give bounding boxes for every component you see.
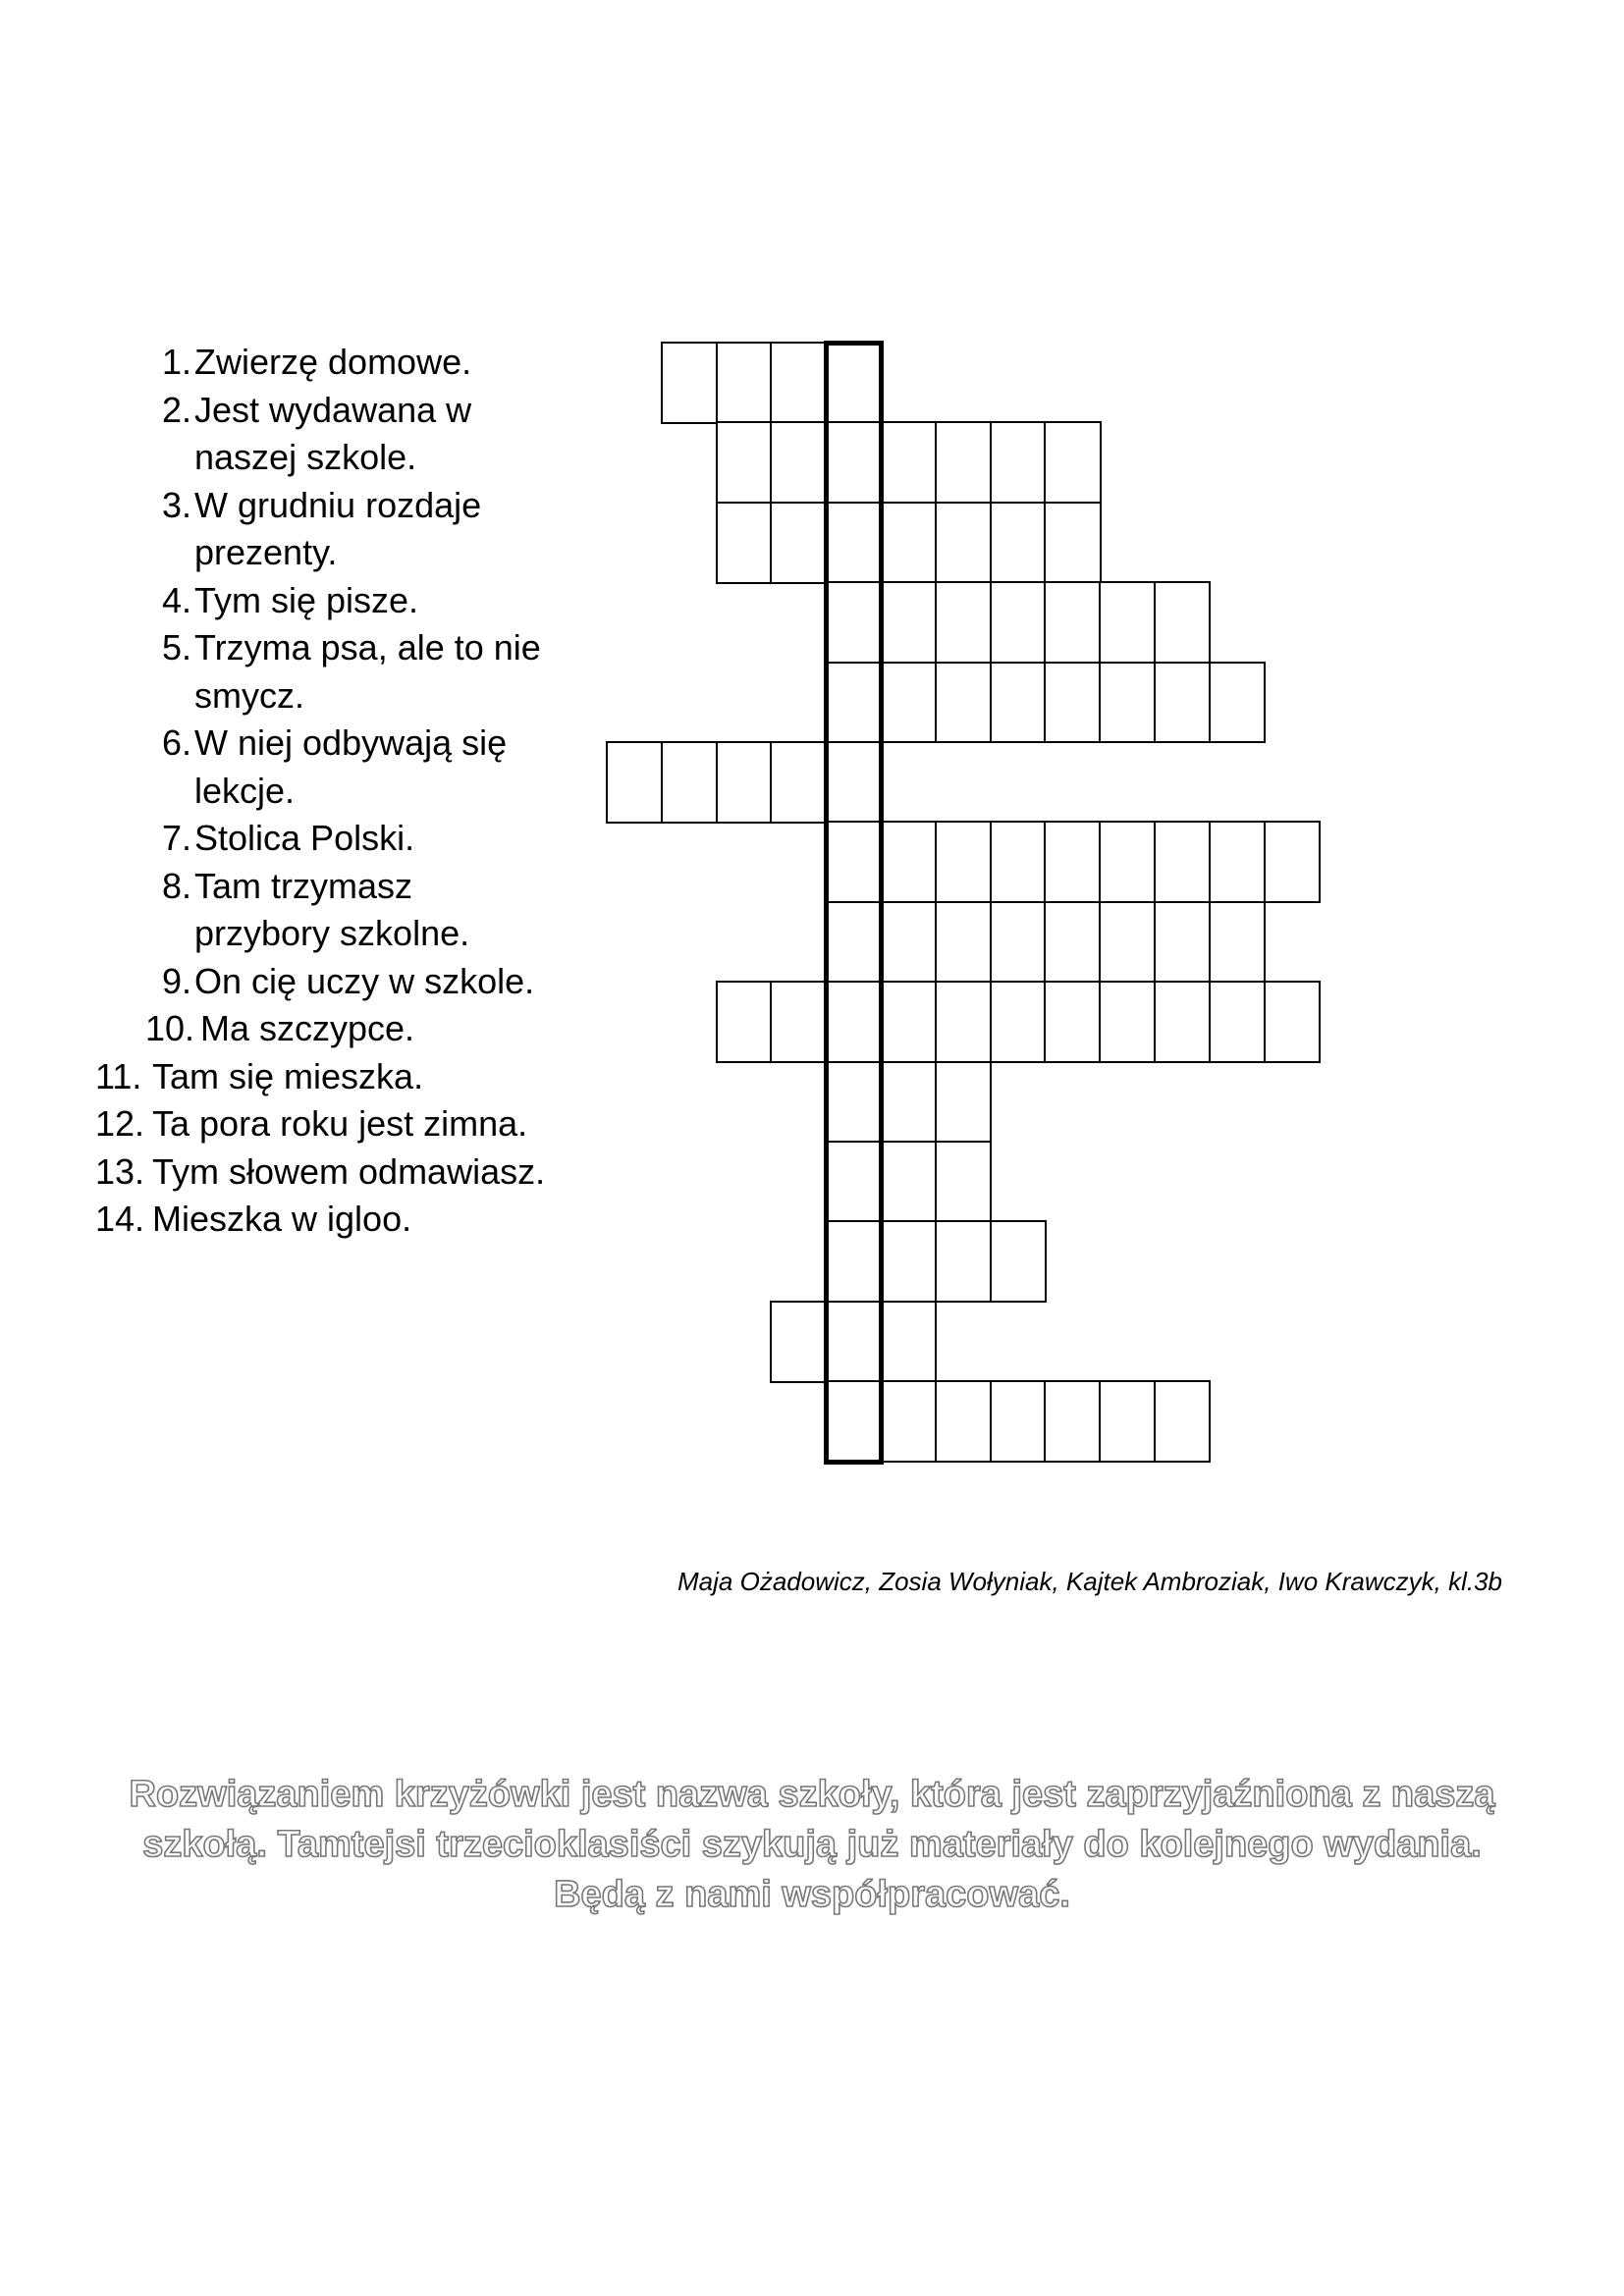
crossword-cell[interactable] — [1099, 581, 1156, 664]
crossword-cell[interactable] — [716, 502, 773, 584]
crossword-cell[interactable] — [661, 741, 718, 824]
crossword-cell[interactable] — [1154, 901, 1211, 984]
clue-text-line: Tym się pisze. — [194, 579, 419, 620]
crossword-cell[interactable] — [1099, 1380, 1156, 1463]
crossword-cell[interactable] — [825, 821, 882, 903]
clue-text-line: Ma szczypce. — [200, 1008, 415, 1048]
clue-text-line: Tym słowem odmawiasz. — [152, 1150, 546, 1192]
crossword-cell[interactable] — [825, 502, 882, 584]
crossword-cell[interactable] — [880, 821, 937, 903]
crossword-cell[interactable] — [1044, 581, 1101, 664]
clue-text-line: Tam się mieszka. — [152, 1055, 424, 1096]
crossword-cell[interactable] — [880, 1220, 937, 1303]
crossword-cell[interactable] — [770, 502, 827, 584]
clue-text-line: Stolica Polski. — [194, 818, 415, 858]
crossword-cell[interactable] — [661, 342, 718, 424]
clue-number: 2. — [161, 389, 191, 430]
crossword-cell[interactable] — [880, 581, 937, 664]
crossword-cell[interactable] — [1044, 821, 1101, 903]
crossword-cell[interactable] — [1044, 1380, 1101, 1463]
crossword-cell[interactable] — [880, 662, 937, 744]
crossword-cell[interactable] — [935, 901, 992, 984]
crossword-cell[interactable] — [990, 981, 1047, 1063]
crossword-cell[interactable] — [1209, 662, 1266, 744]
crossword-cell[interactable] — [880, 502, 937, 584]
authors-credit: Maja Ożadowicz, Zosia Wołyniak, Kajtek Ambroziak, Iwo Krawczyk, kl.3b — [677, 1567, 1502, 1596]
clue-number: 5. — [161, 627, 191, 667]
crossword-cell[interactable] — [606, 741, 663, 824]
clue-number: 12. — [95, 1103, 145, 1144]
clue-text-line: On cię uczy w szkole. — [194, 960, 535, 1001]
crossword-cell[interactable] — [935, 421, 992, 504]
clue-number: 6. — [161, 722, 191, 763]
crossword-cell[interactable] — [990, 581, 1047, 664]
crossword-cell[interactable] — [1044, 662, 1101, 744]
crossword-cell[interactable] — [1044, 901, 1101, 984]
crossword-cell[interactable] — [825, 1220, 882, 1303]
clue-text-line: Trzyma psa, ale to nie — [194, 627, 541, 667]
crossword-cell[interactable] — [1099, 821, 1156, 903]
crossword-cell[interactable] — [825, 421, 882, 504]
crossword-cell[interactable] — [1044, 421, 1101, 504]
crossword-cell[interactable] — [935, 1061, 992, 1144]
clue-text-line: W niej odbywają się — [194, 722, 508, 763]
crossword-cell[interactable] — [935, 821, 992, 903]
crossword-cell[interactable] — [935, 502, 992, 584]
solution-note-line: Rozwiązaniem krzyżówki jest nazwa szkoły, która jest zaprzyjaźniona z naszą — [129, 1774, 1495, 1815]
crossword-cell[interactable] — [770, 741, 827, 824]
crossword-cell[interactable] — [990, 821, 1047, 903]
clue-number: 11. — [95, 1055, 142, 1096]
clue-text-line: Tam trzymasz — [194, 865, 413, 906]
crossword-cell[interactable] — [825, 1301, 882, 1383]
crossword-cell[interactable] — [1099, 662, 1156, 744]
clue-number: 9. — [161, 960, 191, 1001]
clue-text-line: lekcje. — [194, 770, 296, 811]
clue-number: 4. — [161, 579, 191, 620]
crossword-cell[interactable] — [935, 1220, 992, 1303]
crossword-cell[interactable] — [880, 981, 937, 1063]
crossword-cell[interactable] — [825, 741, 882, 824]
crossword-cell[interactable] — [880, 1061, 937, 1144]
crossword-cell[interactable] — [880, 421, 937, 504]
clue-number: 1. — [161, 342, 191, 382]
crossword-cell[interactable] — [825, 1380, 882, 1463]
crossword-cell[interactable] — [825, 342, 882, 424]
crossword-cell[interactable] — [935, 1380, 992, 1463]
clue-text-line: Mieszka w igloo. — [152, 1199, 412, 1239]
crossword-cell[interactable] — [716, 421, 773, 504]
crossword-cell[interactable] — [1264, 981, 1321, 1063]
clue-number: 10. — [145, 1008, 195, 1048]
crossword-cell[interactable] — [1044, 502, 1101, 584]
clue-number: 8. — [161, 865, 191, 906]
crossword-cell[interactable] — [880, 1301, 937, 1383]
crossword-cell[interactable] — [716, 342, 773, 424]
clue-number: 14. — [95, 1199, 145, 1239]
crossword-cell[interactable] — [990, 1220, 1047, 1303]
clue-text-line: Zwierzę domowe. — [194, 342, 472, 382]
crossword-cell[interactable] — [1209, 901, 1266, 984]
crossword-cell[interactable] — [716, 741, 773, 824]
clue-text-line: naszej szkole. — [194, 437, 417, 477]
clue-text-line: W grudniu rozdaje — [194, 484, 482, 525]
clue-number: 7. — [161, 818, 191, 858]
clue-text-line: prezenty. — [194, 532, 338, 572]
crossword-cell[interactable] — [770, 421, 827, 504]
crossword-cell[interactable] — [1154, 1380, 1211, 1463]
crossword-cell[interactable] — [825, 901, 882, 984]
crossword-cell[interactable] — [825, 981, 882, 1063]
crossword-cell[interactable] — [825, 662, 882, 744]
crossword-cell[interactable] — [770, 1301, 827, 1383]
clue-number: 3. — [161, 484, 191, 525]
crossword-cell[interactable] — [1154, 981, 1211, 1063]
crossword-cell[interactable] — [880, 1141, 937, 1223]
crossword-cell[interactable] — [1044, 981, 1101, 1063]
crossword-cell[interactable] — [935, 662, 992, 744]
crossword-cell[interactable] — [935, 1141, 992, 1223]
clue-number: 13. — [95, 1150, 145, 1192]
clue-text-line: przybory szkolne. — [194, 913, 470, 953]
crossword-cell[interactable] — [716, 981, 773, 1063]
crossword-cell[interactable] — [1154, 581, 1211, 664]
crossword-cell[interactable] — [880, 901, 937, 984]
clue-text-line: smycz. — [194, 674, 304, 716]
crossword-cell[interactable] — [1154, 662, 1211, 744]
clue-text-line: Ta pora roku jest zimna. — [152, 1103, 528, 1144]
solution-note — [0, 1770, 1624, 1920]
solution-note-line: szkołą. Tamtejsi trzecioklasiści szykują już materiały do kolejnego wydania. — [142, 1824, 1482, 1865]
crossword-cell[interactable] — [770, 342, 827, 424]
crossword-cell[interactable] — [990, 421, 1047, 504]
crossword-cell[interactable] — [770, 981, 827, 1063]
crossword-cell[interactable] — [825, 581, 882, 664]
crossword-cell[interactable] — [1209, 981, 1266, 1063]
crossword-cell[interactable] — [990, 901, 1047, 984]
crossword-cell[interactable] — [990, 662, 1047, 744]
crossword-cell[interactable] — [990, 1380, 1047, 1463]
crossword-cell[interactable] — [990, 502, 1047, 584]
crossword-cell[interactable] — [935, 981, 992, 1063]
crossword-cell[interactable] — [935, 581, 992, 664]
crossword-cell[interactable] — [880, 1380, 937, 1463]
crossword-cell[interactable] — [1209, 821, 1266, 903]
clue-text-line: Jest wydawana w — [194, 389, 472, 430]
crossword-cell[interactable] — [1099, 981, 1156, 1063]
crossword-cell[interactable] — [1099, 901, 1156, 984]
crossword-cell[interactable] — [1154, 821, 1211, 903]
solution-note-line: Będą z nami współpracować. — [554, 1874, 1070, 1915]
crossword-cell[interactable] — [825, 1141, 882, 1223]
crossword-cell[interactable] — [825, 1061, 882, 1144]
crossword-cell[interactable] — [1264, 821, 1321, 903]
